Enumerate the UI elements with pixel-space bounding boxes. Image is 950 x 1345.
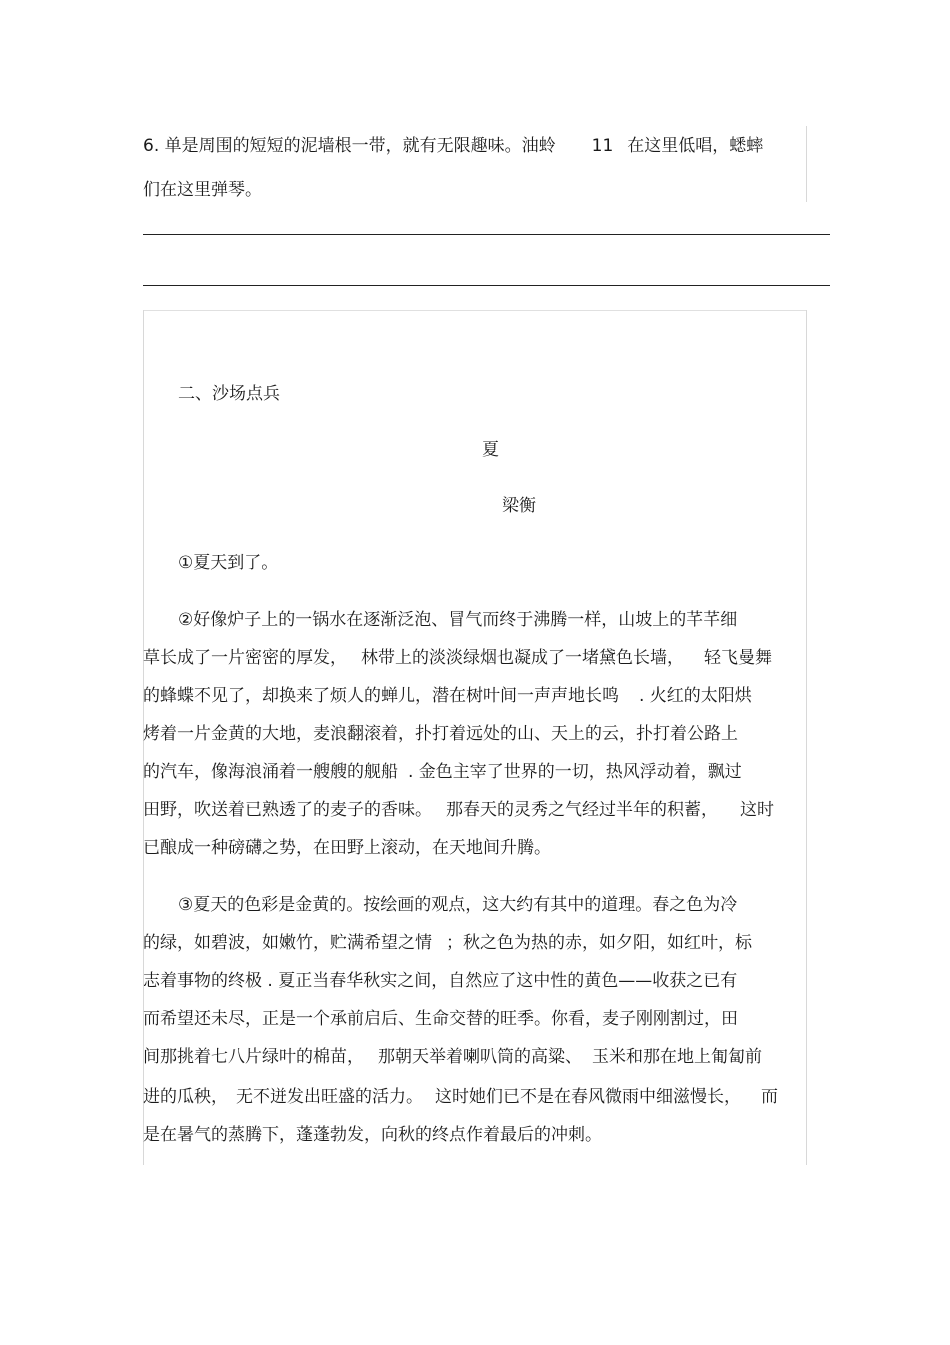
paragraph-3-line-7: 是在暑气的蒸腾下，蓬蓬勃发，向秋的终点作着最后的冲刺。 bbox=[143, 1125, 602, 1145]
paragraph-3-line-6: 进的瓜秧， 无不迸发出旺盛的活力。 这时她们已不是在春风微雨中细滋慢长， 而 bbox=[143, 1087, 778, 1107]
paragraph-3-line-2: 的绿，如碧波，如嫩竹，贮满希望之情 ；秋之色为热的赤，如夕阳，如红叶，标 bbox=[143, 933, 752, 953]
q6-text-c: 在这里低唱，蟋蟀 bbox=[627, 136, 764, 156]
paragraph-2-line-4: 烤着一片金黄的大地，麦浪翻滚着，扑打着远处的山、天上的云，扑打着公路上 bbox=[143, 724, 738, 744]
paragraph-3-line-1: ③夏天的色彩是金黄的。按绘画的观点，这大约有其中的道理。春之色为冷 bbox=[178, 895, 738, 915]
paragraph-2-line-5: 的汽车，像海浪涌着一艘艘的舰船 . 金色主宰了世界的一切，热风浮动着，飘过 bbox=[143, 762, 742, 782]
frame-line-right-top bbox=[806, 126, 807, 202]
q6-line-1 bbox=[143, 134, 763, 158]
frame-line-right bbox=[806, 310, 807, 1165]
answer-line-1 bbox=[143, 234, 830, 235]
article-title: 夏 bbox=[482, 440, 499, 460]
section-heading: 二、沙场点兵 bbox=[178, 384, 280, 404]
q6-text-b: 11 bbox=[591, 136, 614, 156]
q6-text-line2: 们在这里弹琴。 bbox=[143, 180, 262, 200]
paragraph-3-line-5: 间那挑着七八片绿叶的棉苗， 那朝天举着喇叭筒的高粱、 玉米和那在地上匍匐前 bbox=[143, 1047, 762, 1067]
article-author: 梁衡 bbox=[502, 496, 536, 516]
paragraph-2-line-1: ②好像炉子上的一锅水在逐渐泛泡、冒气而终于沸腾一样，山坡上的芊芊细 bbox=[178, 610, 738, 630]
paragraph-2-line-2: 草长成了一片密密的厚发， 林带上的淡淡绿烟也凝成了一堵黛色长墙， 轻飞曼舞 bbox=[143, 648, 772, 668]
paragraph-3-line-4: 而希望还未尽，正是一个承前启后、生命交替的旺季。你看，麦子刚刚割过，田 bbox=[143, 1009, 738, 1029]
paragraph-2-line-7: 已酿成一种磅礴之势，在田野上滚动，在天地间升腾。 bbox=[143, 838, 551, 858]
frame-line-top bbox=[143, 310, 806, 311]
q6-text-a: 6. 单是周围的短短的泥墙根一带，就有无限趣味。油蛉 bbox=[143, 136, 556, 156]
paragraph-2-line-6: 田野，吹送着已熟透了的麦子的香味。 那春天的灵秀之气经过半年的积蓄， 这时 bbox=[143, 800, 774, 820]
paragraph-2-line-3: 的蜂蝶不见了，却换来了烦人的蝉儿，潜在树叶间一声声地长鸣 . 火红的太阳烘 bbox=[143, 686, 752, 706]
paragraph-1: ①夏天到了。 bbox=[178, 553, 279, 573]
q6-line-2 bbox=[143, 178, 262, 202]
answer-line-2 bbox=[143, 285, 830, 286]
paragraph-3-line-3: 志着事物的终极 . 夏正当春华秋实之间，自然应了这中性的黄色——收获之已有 bbox=[143, 971, 738, 991]
